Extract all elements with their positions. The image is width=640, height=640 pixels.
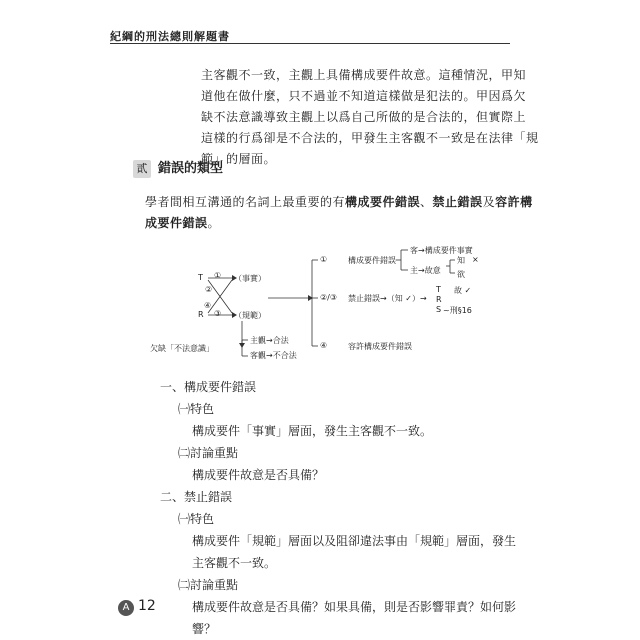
num-1: ① <box>214 271 222 280</box>
num-4: ④ <box>204 301 212 310</box>
page-badge: A <box>118 600 134 616</box>
know-label: 知 <box>457 256 465 265</box>
want-label: 欲 <box>457 270 465 279</box>
page-number-text: 12 <box>138 598 156 614</box>
paragraph-line: 這樣的行爲卻是不合法的，甲發生主客觀不一致是在法律「規 <box>201 131 539 145</box>
book-title: 紀綱的刑法總則解題書 <box>110 30 230 43</box>
label-T: T <box>198 273 203 282</box>
lack-awareness-label: 欠缺「不法意識」 <box>150 344 214 353</box>
branch-num-1: ① <box>320 255 328 264</box>
outline-subitem-feature: ㈠特色 <box>178 512 215 526</box>
paragraph-line: 主客觀不一致，主觀上具備構成要件故意。這種情況，甲知 <box>201 68 527 82</box>
num-3: ③ <box>214 309 222 318</box>
outline-subitem-discussion: ㈡討論重點 <box>178 446 239 460</box>
label-R-right: R <box>436 295 442 304</box>
subjective-legal: 主觀→合法 <box>250 336 289 345</box>
outline-subitem-feature: ㈠特色 <box>178 402 215 416</box>
subjective-intent-label: 主→故意 <box>410 266 441 275</box>
outline-text: 構成要件故意是否具備？ <box>192 468 325 482</box>
outline-subitem-discussion: ㈡討論重點 <box>178 578 239 592</box>
outline-text: 響？ <box>192 622 217 636</box>
description-line-1: 學者間相互溝通的名詞上最重要的有構成要件錯誤、禁止錯誤及容許構 <box>145 195 533 209</box>
description-line-2: 成要件錯誤。 <box>145 216 221 230</box>
outline-text: 主客觀不一致。 <box>192 556 277 570</box>
prohibition-error-label: 禁止錯誤→（知 ✓）→ <box>348 294 427 303</box>
section-number-badge: 貳 <box>133 160 151 178</box>
label-S: S <box>436 305 442 314</box>
paragraph-line: 缺不法意識導致主觀上以爲自己所做的是合法的，但實際上 <box>201 110 527 124</box>
objective-fact-label: 客→構成要件事實 <box>410 246 473 255</box>
permissive-error-label: 容許構成要件錯誤 <box>348 342 412 351</box>
outline-text: 構成要件「規範」層面以及阻卻違法事由「規範」層面，發生 <box>192 534 517 548</box>
label-T-right: T <box>436 285 441 294</box>
norm-label: （規範） <box>234 311 266 320</box>
branch-num-2-3: ②/③ <box>320 293 338 302</box>
outline-item-2: 二、禁止錯誤 <box>160 490 233 504</box>
outline-text: 構成要件故意是否具備？如果具備，則是否影響罪責？如何影 <box>192 600 517 614</box>
article-16-ref: ~刑§16 <box>443 306 472 315</box>
objective-illegal: 客觀→不合法 <box>250 351 297 360</box>
fact-label: （事實） <box>234 274 266 283</box>
cross-mark: × <box>472 255 479 264</box>
label-R: R <box>198 310 204 319</box>
section-title: 錯誤的類型 <box>158 161 224 176</box>
paragraph-line: 範」的層面。 <box>201 152 277 166</box>
paragraph-line: 道他在做什麼，只不過並不知道這樣做是犯法的。甲因爲欠 <box>201 89 527 103</box>
outline-text: 構成要件「事實」層面，發生主客觀不一致。 <box>192 424 433 438</box>
constitutive-error-label: 構成要件錯誤 <box>348 256 396 265</box>
intent-check: 故 ✓ <box>454 286 472 295</box>
num-2: ② <box>205 285 213 294</box>
branch-num-4: ④ <box>320 341 328 350</box>
outline-item-1: 一、構成要件錯誤 <box>160 380 257 394</box>
